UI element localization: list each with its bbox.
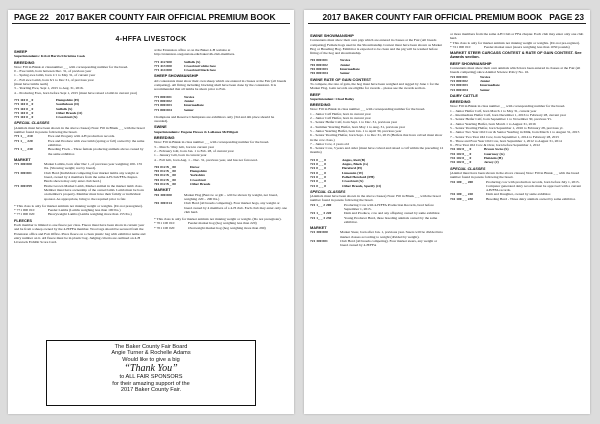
breed-rule: 8 – Senior Cow, 3 years and older (must have calved and raised a calf within the preceding 12 months) <box>310 146 444 155</box>
header-rule <box>12 23 290 24</box>
class-row: 721 800 004 Senior <box>450 87 490 92</box>
class-row: 771 1_ _ 230 Breeding Flock – Three female producing animals above owned by the same exhibitor. <box>14 147 144 156</box>
class-row: 771 110 0 _ 0 Crossbred (X) <box>14 115 78 120</box>
class-row: 721 800 001 Novice <box>450 74 491 79</box>
special-classes-heading: SPECIAL CLASSES <box>14 121 50 126</box>
market-note: * This class is only for market animals not making weight or weights. (Do not pre-register). <box>450 40 581 45</box>
ad-line: to ALL FAIR SPONSORS <box>119 374 183 381</box>
dairy-rule: 7 – Senior Two Year Old Cow, born September 1, 2014 to February 28, 2015 <box>450 134 560 139</box>
class-row: * 771 000 020 Heavyweight Lambs (Lambs weighing more than 155 lbs.) <box>14 212 132 217</box>
class-row: 701 300 014 Club Herd (all breeds competing). Four market hogs, any weight or breed owned by 4 members of a 4-H club. Each club may enter only one club herd. <box>154 201 287 214</box>
class-row: 741 102 0_ _ 0 Brown Swiss (S) <box>450 147 509 152</box>
intro-text: or more members from the same 4-H Club or FFA chapter. Each club may enter only one club herd. <box>450 32 584 41</box>
class-row: 741 100 _ _ 220 Dam and Daughter, owned by same exhibitor. <box>450 192 552 197</box>
dairy-rule: 2 – Intermediate Heifer Calf, born December 1, 2016 to February 28, current year <box>450 113 567 118</box>
sheep-superintendents: Superintendents: Kristi Harris/Christina Cook <box>14 54 86 59</box>
class-row: * 721 000 010 Feeder market steer (steers weighing less than 1050 pounds) <box>450 44 570 49</box>
breeding-heading: BREEDING <box>450 99 471 105</box>
breed-rule: 0 – Ewe lamb, born between Dec. 31, of previous year <box>14 69 92 74</box>
breeding-heading: BREEDING <box>14 59 35 65</box>
class-row: 771 413 000 Crossbred white face <box>154 63 216 68</box>
ad-line: The Baker County Fair Board <box>114 344 188 350</box>
breeding-note: Note: Fill in Blank at classnumber _ _ with corresponding number for the breed. <box>14 64 129 69</box>
class-row: 721 1_ _ 3 220 Dam and Produce, cow and any offspring owned by same exhibitor. <box>310 211 441 216</box>
class-row: 771 800 002 Junior <box>154 98 195 103</box>
class-row: 771 800 001 Novice <box>154 94 195 99</box>
class-row: 771 110 0 _ 0 Other Breeds (O) <box>14 110 83 115</box>
class-row: 771 110 0 _ 0 Hampshire (H) <box>14 97 79 102</box>
page-22 <box>8 10 294 414</box>
carcass-contest-heading: MARKET STEER CARCASS CONTEST & RATE OF GAIN CONTEST. See Awards section. <box>450 50 582 60</box>
swine-showmanship-text: Contestants must show their own pigs which are entered in classes at the Fair (All breeds competing) Female hogs used in the Showmanship Contest must have been shown as Market Hog or Breeding Hog. Exhibitor is expected to be clean and the pig will be washed before fitting of the hog and showmanship. <box>310 38 443 56</box>
class-row: 741 100 _ _ 230 Breeding Herd - Three dairy animals owned by same exhibitor. <box>450 196 576 201</box>
breed-rule: 4 – Fall Gilt, born Aug. 1 – Dec. 31, previous year, and has not farrowed. <box>154 157 258 162</box>
class-row: 701 012 B _ 00 Other Breeds <box>154 182 211 187</box>
left-column-1 <box>14 48 146 244</box>
class-row: 721 1_ _ 3 230 Young Producer Herd, three breeding animals owned by the same exhibitor. <box>310 215 438 224</box>
breed-rule: 2 – Fall ewe Lamb, born 6/1 to Dec 31, of previous year <box>14 77 94 82</box>
class-row: 721 1_ _ 2 200 Producing Cow with 4-H/FFA Production Records, bred before September 1, 2015. <box>310 202 434 211</box>
dairy-cattle-heading: DAIRY CATTLE <box>450 92 479 98</box>
right-column-2 <box>450 32 584 201</box>
class-row: 721 0 _ _ 0 Limousin (W) <box>310 170 364 175</box>
breed-rule: 4 – Summer Yearling Heifer, born May 1 to Aug. 31, previous year <box>310 124 406 129</box>
special-note: (Animals must have been shown in the above classes) Note: Fill in Blank _ _ with the breed number found in parens following the breed. <box>310 194 441 203</box>
class-row: 721 0 _ _ 0 Crossbred (X) <box>310 179 364 184</box>
class-row: 701 800 004 Senior <box>310 71 350 76</box>
dairy-rule: 8 – Three and Four Year Old Cow, born September 1, 2012 to August 31, 2014 <box>450 138 562 143</box>
breeding-heading: BREEDING <box>154 135 175 141</box>
class-row: 721 0 _ _ 0 Angus, Black (G) <box>310 162 369 167</box>
dairy-rule: 5 – Senior Yearling Heifer, born September 1, 2016 to February 28, previous yr. <box>450 125 564 130</box>
page-number: PAGE 23 <box>549 12 584 22</box>
swine-rate-of-gain-heading: SWINE RATE OF GAIN CONTEST <box>310 76 372 82</box>
header-title: 2017 BAKER COUNTY FAIR OFFICIAL PREMIUM BOOK <box>55 12 276 22</box>
class-row: * 701 100 020 Overweight market hog (hog weighing more than 290) <box>154 225 266 230</box>
fleeces-heading: FLEECES <box>14 217 32 223</box>
class-row: 771 300 099 Home Grown Market Lamb, Market animal in the market lamb class. Member must have ownership of the owned lamb. Lamb must be born on member's property. Member must have their family or individual sponsor. As appropriate, bring to the required prior to fair. <box>14 183 144 201</box>
dairy-rule: 1 – Junior Heifer Calf, born March 1 to May 31, current year <box>450 108 537 113</box>
breed-rule: 2 – February Gilt, born Jan. 1 to Feb. 28, of current year <box>154 148 234 153</box>
left-column-2 <box>154 48 288 230</box>
sheep-heading: SHEEP <box>14 49 28 54</box>
class-row: 701 800 001 Novice <box>310 58 351 63</box>
class-row: 721 800 002 Junior <box>450 78 491 83</box>
special-classes-heading: SPECIAL CLASSES <box>310 189 346 194</box>
class-row: * 701 100 010 Feeder market hog (hog weighing less than 220) <box>154 221 257 226</box>
class-row: 721 0 _ _ 0 Angus, Red (B) <box>310 157 366 162</box>
market-note: * This class is only for market animals not making weight or weights. (Do not preregister). <box>14 203 143 208</box>
ad-line: 2017 Baker County Fair. <box>120 387 182 394</box>
market-heading: MARKET <box>154 187 171 193</box>
class-row: 771 800 003 Intermediate <box>154 103 204 108</box>
class-row: 771 110 0 _ 0 Suffolk (S) <box>14 106 73 111</box>
class-row: 721 300 001 Club Herd (all breeds competing). Four market steers, any weight or breed owned by 4-H/FFA <box>310 239 438 248</box>
breed-rule: 6 – Senior Yearling Heifer, born Sept. 1 to Dec 31, 2015 (Heifers that have calved must show in the cow class.) <box>310 133 443 142</box>
class-row: 701 800 003 Intermediate <box>310 67 360 72</box>
class-row: 771 412 900 Suffolk (S) <box>154 59 201 64</box>
page-23 <box>304 10 590 414</box>
page-number: PAGE 22 <box>14 12 49 22</box>
dairy-rule: 3 – Senior Heifer Calf, born September 1 to November 30, previous Yr. <box>450 117 552 122</box>
breed-rule: (must have lambs teeth) <box>14 82 48 87</box>
breed-rule: 5 – Junior Yearling Heifer, born Jan. 1 to April 30, previous year <box>310 128 402 133</box>
class-row: 701 012 B _ 00 Hampshire <box>154 169 207 174</box>
intro-text: at the Extension office or on the Baker 4-H website at http://extension.oregonstate.edu/baker/4h-club-members. <box>154 48 236 57</box>
breed-rule: 1 – Spring ewe lamb, born 1/1 to May 31, of current year <box>14 73 96 78</box>
breeding-note: Note: Fill in Blank in class number _ _ with corresponding number for the breed. <box>450 104 566 109</box>
class-row: 771 110 0 _ 0 Southdown (D) <box>14 102 79 107</box>
class-row: 771 800 004 Senior <box>154 107 194 112</box>
header-title: 2017 BAKER COUNTY FAIR OFFICIAL PREMIUM BOOK <box>322 12 543 22</box>
breed-rule: 1 – January Gilt, born in current year <box>154 153 207 158</box>
class-row: 721 0 _ _ 0 Hereford (H) <box>310 166 362 171</box>
swine-superintendents: Superintendents: Eugene Howes & LaRenee McElligott <box>154 129 239 134</box>
class-row: 721 300 000 Market Steer, born after Jan. 1, previous year. Steers will be divided into market classes according to weight (divided by weight). <box>310 230 443 239</box>
class-row: 701 800 002 Junior <box>310 62 351 67</box>
breed-rule: 4 – Producing Ewe, born before Sept 1, 2015 (must have raised a lamb in current year) <box>14 90 138 95</box>
class-row: 721 0 _ _ 0 Polled Hereford (PH) <box>310 174 375 179</box>
ad-line: Angie Turner & Rochelle Adams <box>111 350 191 357</box>
special-note: (Animal must have been shown in the above classes) Note: Fill in Blank _ _ with the breed number found in parens following the breed. <box>450 170 580 180</box>
right-column-1 <box>310 32 444 248</box>
class-row: 741 102 0_ _ 0 Guernsey (G) <box>450 151 505 156</box>
header-rule <box>308 23 586 24</box>
breed-rule: 7 – Junior Cow, 2 years old <box>310 141 349 146</box>
special-classes-heading: SPECIAL CLASSES <box>450 166 486 171</box>
breed-rule: 1 – Junior Calf Heifer, born in current year <box>310 111 371 116</box>
beef-superintendent: Superintendent: Chad Bailey <box>310 96 355 101</box>
showmanship-text: All contestants must show their own sheep which are entered in classes at the Fair (all breeds competing). All fitting including blocking shall have been done by the contestant. It is recommended that all lambs be shorn prior to Fair. <box>154 78 287 92</box>
class-row: 741 102 0_ _ 0 Holstein (H) <box>450 156 503 161</box>
class-row: 721 0 _ _ 0 Other Breeds, Specify (O) <box>310 183 382 188</box>
market-note: * This class is only for market animals not making weight or weight. (Do not preregister). <box>154 217 282 222</box>
breeding-note: Note: Fill in Blank in class number _ _ with corresponding number for the breed. <box>154 140 270 145</box>
class-row: 701 012 B _ 00 Crossbred <box>154 177 206 182</box>
class-row: 721 800 003 Intermediate <box>450 83 500 88</box>
breed-rule: 3 – Senior Heifer Calf, born Sept. 1 to Dec. 31, previous year <box>310 120 398 125</box>
dairy-rule: 4 – Junior Yearling Heifer, born March 1 to August 31, 2016 <box>450 121 536 126</box>
breed-rule: 3 – March / May Gilt, born in current year <box>154 144 215 149</box>
breed-rule: 3 – Yearling Ewe, Sept 1, 2015 to Aug. 31, 2016. <box>14 86 84 91</box>
section-banner: 4-HFFA LIVESTOCK <box>115 36 187 43</box>
market-heading: MARKET <box>14 156 31 162</box>
swine-heading: SWINE <box>154 124 167 130</box>
beef-heading: BEEF <box>310 91 321 97</box>
fleeces-text: Each member is limited to one fleece per class. Fleece must have been shorn in current year and be from a sheep owned by the 4-H/FFA member. Wool tags should be secured from the Extension office and Fair Office. Place fleece on a clean plastic bag with exhibitor name and entry number on it. All fleece must be in plastic bag. Judging criteria are outlined on 4-H Livestock Exhibit Score Card. <box>14 222 146 245</box>
class-row: 771 300 000 Market Lambs, born after Dec 1, of previous year weighing 100- 155 lbs. (Showing weight; not by breed). <box>14 162 143 171</box>
ad-line: Would like to give a big <box>122 356 180 363</box>
class-row: 701 012 B _ 00 Duroc <box>154 164 200 169</box>
class-row: 771 414 000 Crossbred black face <box>154 68 216 73</box>
class-row: 771 300 001 Club Herd (Individual competing four market lambs any weight or breed, owned by 4 members from the same 4-H club/FFA chapter. Herds shown may only enter club herd.) <box>14 170 139 184</box>
class-row: * 771 000 010 Feeder Lambs (Lambs weighing less than 100 lbs.) <box>14 208 121 213</box>
ad-line: for their amazing support of the <box>112 380 190 387</box>
champion-note: Champions and Reserve Champions are exhibitors only (3rd and 4th place should be awarded). <box>154 114 275 124</box>
dairy-rule: 6 – Junior Two Year Old Cow & Senior Yearling in Milk, born March 1 to August 31, 2015 <box>450 130 580 135</box>
sponsor-thank-you-box <box>46 340 256 406</box>
class-row: 741 100 _ _ 200 Producing cow with production records, born before July 1, 2015. Computer generated dairy records must be approved with a current 4-H/FFA records. <box>450 179 582 193</box>
market-heading: MARKET <box>310 225 327 231</box>
ad-thank-you: “Thank You” <box>124 363 178 375</box>
beef-showmanship-heading: BEEF SHOWMANSHIP <box>450 60 492 66</box>
breeding-heading: BREEDING <box>310 102 331 108</box>
breed-rule: 2 – Junior Calf Heifer, born in current year <box>310 116 371 121</box>
swine-rate-text: To compete, the rate of gain, the hog must have been weighed and tagged by June 1 for the Market Hog. Gain records are eligible for awards – please see the awards section. <box>310 81 439 91</box>
breeding-note: Note: Fill in Blank in class number _ _ with corresponding number for the breed. <box>310 107 426 112</box>
class-row: 771 1_ _ 220 Ewe and Produce with ewe lamb (spring or fall) owned by the same exhibitor. <box>14 138 145 147</box>
dairy-rule: 9 – Five Year Old Cow & Over, born before September 1, 2012 <box>450 143 540 148</box>
class-row: 741 102 0_ _ 0 Jersey (J) <box>450 160 499 165</box>
swine-showmanship-heading: SWINE SHOWMANSHIP <box>310 33 354 38</box>
special-note: (Animals must have been shown in the above classes) Note: Fill in Blank _ _ with the breed number found in parens following the breed. <box>14 125 145 135</box>
class-row: 701 300 000 Market Hog (Barrow or gilt – will be shown by weight, not breed, weighing 220 – 290 lbs.) <box>154 192 278 201</box>
class-row: 771 1_ _ 210 Ewe and Progeny with 4-H production records. <box>14 134 116 139</box>
class-row: 701 012 B _ 00 Yorkshire <box>154 173 205 178</box>
beef-showmanship-text: Contestants must show their own animals which have been entered in classes at the Fair (all breeds competing) since Animal Science Policy No. 16. <box>450 66 581 75</box>
sheep-showmanship-heading: SHEEP SHOWMANSHIP <box>154 73 199 79</box>
